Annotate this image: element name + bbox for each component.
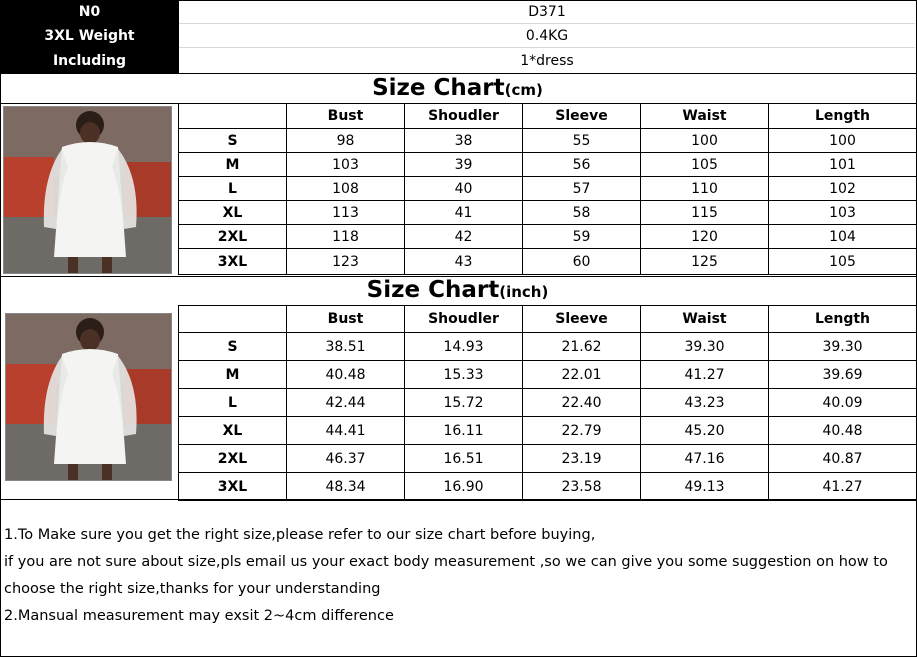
table-cell: 115 — [641, 201, 769, 225]
info-value: 1*dress — [520, 52, 574, 69]
table-row — [179, 389, 917, 417]
chart-unit: (cm) — [504, 81, 543, 99]
table-cell: 23.19 — [523, 445, 641, 473]
table-cell: 58 — [523, 201, 641, 225]
note-line: 1.To Make sure you get the right size,please refer to our size chart before buying, — [4, 527, 596, 543]
size-label: L — [179, 177, 287, 201]
header-cell: Waist — [641, 104, 769, 129]
table-cell: 40 — [405, 177, 523, 201]
table-cell: 22.79 — [523, 417, 641, 445]
note-line: 2.Mansual measurement may exsit 2~4cm difference — [4, 608, 394, 624]
table-cell: 49.13 — [641, 473, 769, 501]
table-cell: 123 — [287, 249, 405, 275]
size-label: XL — [179, 417, 287, 445]
table-row — [179, 177, 917, 201]
table-cell: 40.09 — [769, 389, 917, 417]
table-cell: 44.41 — [287, 417, 405, 445]
table-cell: 38 — [405, 129, 523, 153]
dress-photo — [5, 313, 172, 481]
header-cell: Shoudler — [405, 306, 523, 333]
size-table-inch — [178, 305, 917, 501]
info-value: 0.4KG — [179, 24, 915, 48]
table-cell: 14.93 — [405, 333, 523, 361]
table-cell: 100 — [769, 129, 917, 153]
info-row-number — [0, 0, 915, 24]
size-notes — [4, 522, 909, 630]
table-cell: 15.33 — [405, 361, 523, 389]
table-cell: 40.48 — [769, 417, 917, 445]
table-cell: 48.34 — [287, 473, 405, 501]
table-cell: 113 — [287, 201, 405, 225]
size-label: XL — [179, 201, 287, 225]
table-cell: 39.69 — [769, 361, 917, 389]
chart-title: Size Chart — [366, 277, 500, 303]
info-label: N0 — [0, 0, 179, 24]
table-row — [179, 225, 917, 249]
table-cell: 59 — [523, 225, 641, 249]
table-cell: 47.16 — [641, 445, 769, 473]
table-row — [179, 417, 917, 445]
chart-unit: (inch) — [499, 283, 549, 301]
table-cell: 100 — [641, 129, 769, 153]
table-cell: 105 — [769, 249, 917, 275]
size-label: S — [179, 333, 287, 361]
size-label: 2XL — [179, 445, 287, 473]
dress-photo-image — [4, 107, 171, 273]
table-cell: 41.27 — [769, 473, 917, 501]
table-header-row — [179, 306, 917, 333]
header-cell: Shoudler — [405, 104, 523, 129]
table-cell: 45.20 — [641, 417, 769, 445]
table-cell: 101 — [769, 153, 917, 177]
table-cell: 120 — [641, 225, 769, 249]
table-cell: 125 — [641, 249, 769, 275]
table-cell: 22.01 — [523, 361, 641, 389]
info-row-including — [0, 48, 915, 73]
header-cell-empty — [179, 306, 287, 333]
header-cell: Length — [769, 104, 917, 129]
table-cell: 41 — [405, 201, 523, 225]
table-cell: 41.27 — [641, 361, 769, 389]
header-cell: Bust — [287, 306, 405, 333]
table-row — [179, 153, 917, 177]
size-table-cm — [178, 103, 917, 275]
divider — [0, 499, 917, 500]
table-cell: 40.87 — [769, 445, 917, 473]
size-label: M — [179, 153, 287, 177]
table-cell: 22.40 — [523, 389, 641, 417]
table-cell: 39.30 — [769, 333, 917, 361]
info-row-weight — [0, 24, 915, 48]
table-row — [179, 361, 917, 389]
table-cell: 60 — [523, 249, 641, 275]
table-cell: 23.58 — [523, 473, 641, 501]
table-cell: 110 — [641, 177, 769, 201]
table-cell: 43 — [405, 249, 523, 275]
info-value: D371 — [179, 0, 915, 24]
note-line: if you are not sure about size,pls email us your exact body measurement ,so we can give you some suggestion on how to — [4, 554, 888, 570]
size-label: 2XL — [179, 225, 287, 249]
size-label: 3XL — [179, 473, 287, 501]
table-cell: 42 — [405, 225, 523, 249]
size-chart-inch-title — [0, 276, 915, 306]
header-cell: Waist — [641, 306, 769, 333]
size-label: 3XL — [179, 249, 287, 275]
table-cell: 118 — [287, 225, 405, 249]
info-label: Including — [0, 48, 179, 73]
info-label: 3XL Weight — [0, 24, 179, 48]
table-cell: 105 — [641, 153, 769, 177]
table-cell: 108 — [287, 177, 405, 201]
table-cell: 15.72 — [405, 389, 523, 417]
table-cell: 55 — [523, 129, 641, 153]
header-cell: Bust — [287, 104, 405, 129]
size-label: L — [179, 389, 287, 417]
header-cell: Sleeve — [523, 306, 641, 333]
header-cell-empty — [179, 104, 287, 129]
dress-photo — [3, 106, 172, 274]
header-cell: Length — [769, 306, 917, 333]
table-cell: 21.62 — [523, 333, 641, 361]
note-line: choose the right size,thanks for your understanding — [4, 581, 381, 597]
table-cell: 40.48 — [287, 361, 405, 389]
table-cell: 42.44 — [287, 389, 405, 417]
table-cell: 103 — [287, 153, 405, 177]
table-cell: 46.37 — [287, 445, 405, 473]
table-cell: 16.51 — [405, 445, 523, 473]
header-cell: Sleeve — [523, 104, 641, 129]
table-cell: 102 — [769, 177, 917, 201]
table-cell: 43.23 — [641, 389, 769, 417]
table-row — [179, 473, 917, 501]
table-row — [179, 249, 917, 275]
table-cell: 39 — [405, 153, 523, 177]
chart-title: Size Chart — [372, 75, 505, 101]
table-cell: 16.90 — [405, 473, 523, 501]
size-label: S — [179, 129, 287, 153]
table-cell: 57 — [523, 177, 641, 201]
table-cell: 56 — [523, 153, 641, 177]
table-cell: 39.30 — [641, 333, 769, 361]
table-header-row — [179, 104, 917, 129]
table-row — [179, 129, 917, 153]
table-row — [179, 445, 917, 473]
table-cell: 16.11 — [405, 417, 523, 445]
table-cell: 104 — [769, 225, 917, 249]
table-cell: 98 — [287, 129, 405, 153]
table-cell: 38.51 — [287, 333, 405, 361]
size-chart-cm-title — [0, 74, 915, 104]
table-row — [179, 333, 917, 361]
dress-photo-image — [6, 314, 171, 480]
table-row — [179, 201, 917, 225]
table-cell: 103 — [769, 201, 917, 225]
size-label: M — [179, 361, 287, 389]
